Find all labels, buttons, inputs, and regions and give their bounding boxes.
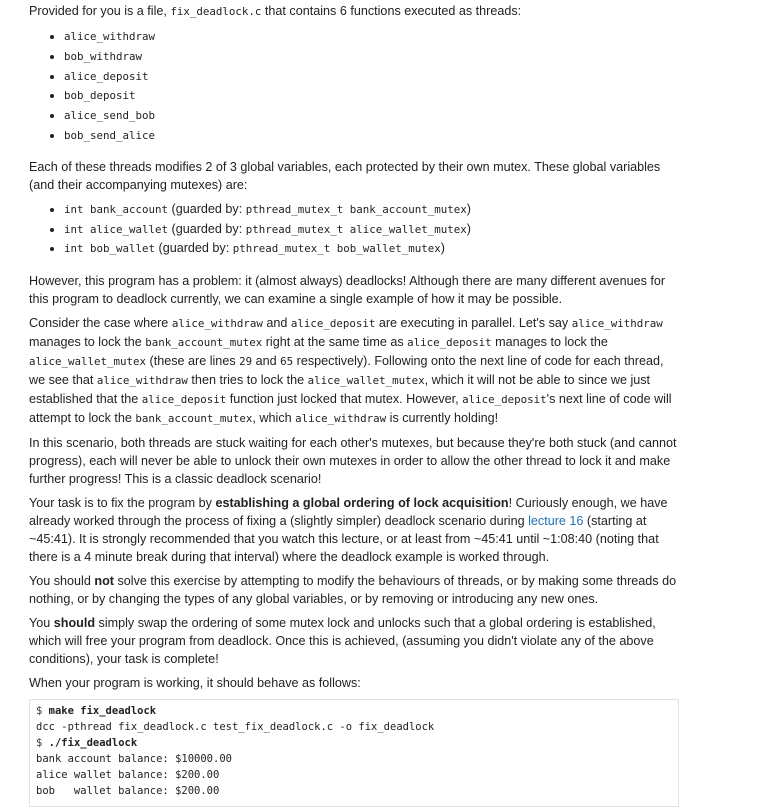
should-rule-paragraph: [29, 614, 679, 668]
global-declaration: int bob_wallet: [64, 242, 156, 256]
text: function just locked that mutex. However,: [226, 392, 463, 407]
lecture-link[interactable]: lecture 16: [528, 514, 584, 529]
text: , which: [252, 411, 296, 426]
intro-text-end: that contains 6 functions executed as threads:: [261, 4, 522, 18]
text: manages to lock the: [29, 335, 146, 350]
stuck-paragraph: In this scenario, both threads are stuck waiting for each other's mutexes, but because they're both stuck (and cannot progress), each will never be able to unlock their own mutexes in order to allow the other thread to lock it and make further progress! This is a classic deadlock scenario!: [29, 436, 677, 487]
text: then tries to lock the: [187, 373, 308, 388]
code: alice_withdraw: [171, 317, 263, 331]
output-line: dcc -pthread fix_deadlock.c test_fix_deadlock.c -o fix_deadlock: [36, 721, 435, 734]
list-item: [64, 106, 679, 126]
function-name: alice_withdraw: [64, 30, 156, 43]
text: right at the same time as: [262, 335, 408, 350]
code: 65: [280, 355, 294, 369]
guard-close: ): [440, 241, 445, 256]
prompt: $: [36, 705, 49, 718]
output-line: bank account balance: $10000.00: [36, 752, 232, 765]
intro-text: Provided for you is a file,: [29, 4, 171, 18]
function-name: bob_send_alice: [64, 128, 156, 142]
code: alice_withdraw: [571, 317, 663, 331]
output-line: alice wallet balance: $200.00: [36, 768, 220, 781]
guard-close: ): [466, 221, 471, 236]
code: alice_deposit: [407, 336, 492, 350]
code: alice_deposit: [290, 317, 376, 331]
text: ! Curiously enough, we have already worked through the process of fixing a (slightly simpler) deadlock scenario during: [29, 496, 668, 529]
globals-intro: Each of these threads modifies 2 of 3 global variables, each protected by their own mutex. These global variables (and their accompanying mutexes) are:: [29, 159, 661, 192]
command: ./fix_deadlock: [48, 736, 138, 749]
function-name: bob_withdraw: [64, 49, 143, 63]
code: alice_withdraw: [96, 374, 188, 388]
list-item: [64, 86, 679, 106]
intro-paragraph: [29, 2, 679, 21]
text: Your task is to fix the program by: [29, 496, 216, 511]
code: bank_account_mutex: [135, 412, 253, 426]
code: bank_account_mutex: [145, 336, 263, 350]
file-name: fix_deadlock.c: [170, 5, 262, 18]
text: 's next line of code will attempt to lock the: [29, 392, 672, 426]
globals-list: [29, 200, 679, 259]
working-paragraph: When your program is working, it should behave as follows:: [29, 676, 361, 691]
prompt: $: [36, 736, 49, 749]
function-name: alice_send_bob: [64, 109, 156, 123]
emphasis: should: [53, 616, 96, 631]
text: respectively). Following onto the next line of code for each thread, we see that: [29, 354, 664, 388]
guard-text: (guarded by:: [155, 241, 233, 256]
code: 29: [239, 355, 253, 369]
code: alice_wallet_mutex: [307, 374, 425, 388]
text: manages to lock the: [491, 335, 608, 350]
text: solve this exercise by attempting to modify the behaviours of threads, or by making some threads do nothing, or by changing the types of any global variables, or by removing or introducing any new ones.: [29, 574, 677, 607]
list-item: [64, 47, 679, 67]
code: alice_wallet_mutex: [29, 355, 147, 369]
function-name: alice_deposit: [64, 69, 149, 83]
text: Consider the case where: [29, 316, 172, 331]
list-item: [64, 220, 679, 240]
task-paragraph: [29, 494, 679, 566]
list-item: [64, 27, 679, 47]
guard-text: (guarded by:: [168, 201, 246, 216]
text: You: [29, 616, 54, 631]
code: alice_deposit: [141, 393, 227, 407]
code: alice_deposit: [462, 393, 547, 407]
text: (starting at ~45:41). It is strongly recommended that you watch this lecture, or at least from ~45:41 until ~1:08:40 (noting that there is a 4 minute break during that interval) where the deadlock example is worked through.: [29, 514, 659, 565]
function-list: [29, 27, 679, 146]
mutex-declaration: pthread_mutex_t bob_wallet_mutex: [232, 242, 441, 256]
not-rule-paragraph: [29, 572, 679, 608]
text: and: [252, 354, 281, 369]
guard-text: (guarded by:: [168, 221, 246, 236]
global-declaration: int alice_wallet: [64, 222, 169, 236]
text: simply swap the ordering of some mutex lock and unlocks such that a global ordering is established, which will free your program from deadlock. Once this is achieved, (assuming you didn't violate any of the above conditions), your task is complete!: [29, 616, 656, 667]
text: , which it will not be able to since we just established that the: [29, 373, 651, 407]
problem-paragraph: However, this program has a problem: it (almost always) deadlocks! Although there are many different avenues for this program to deadlock currently, we can examine a single example of how it may be possible.: [29, 274, 666, 307]
list-item: [64, 126, 679, 146]
text: is currently holding!: [386, 411, 499, 426]
code: alice_withdraw: [295, 412, 387, 426]
list-item: [64, 67, 679, 87]
list-item: [64, 239, 679, 259]
global-declaration: int bank_account: [64, 202, 169, 216]
text: are executing in parallel. Let's say: [375, 316, 572, 331]
text: (these are lines: [146, 354, 240, 369]
emphasis: establishing a global ordering of lock acquisition: [215, 496, 509, 511]
command: make fix_deadlock: [48, 705, 157, 718]
emphasis: not: [94, 574, 114, 589]
text: You should: [29, 574, 95, 589]
text: and: [262, 316, 291, 331]
function-name: bob_deposit: [64, 89, 136, 103]
guard-close: ): [466, 201, 471, 216]
output-line: bob wallet balance: $200.00: [36, 784, 220, 797]
list-item: [64, 200, 679, 220]
console-output: [29, 699, 679, 806]
mutex-declaration: pthread_mutex_t alice_wallet_mutex: [245, 222, 467, 236]
scenario-paragraph: [29, 314, 679, 428]
mutex-declaration: pthread_mutex_t bank_account_mutex: [245, 202, 467, 216]
